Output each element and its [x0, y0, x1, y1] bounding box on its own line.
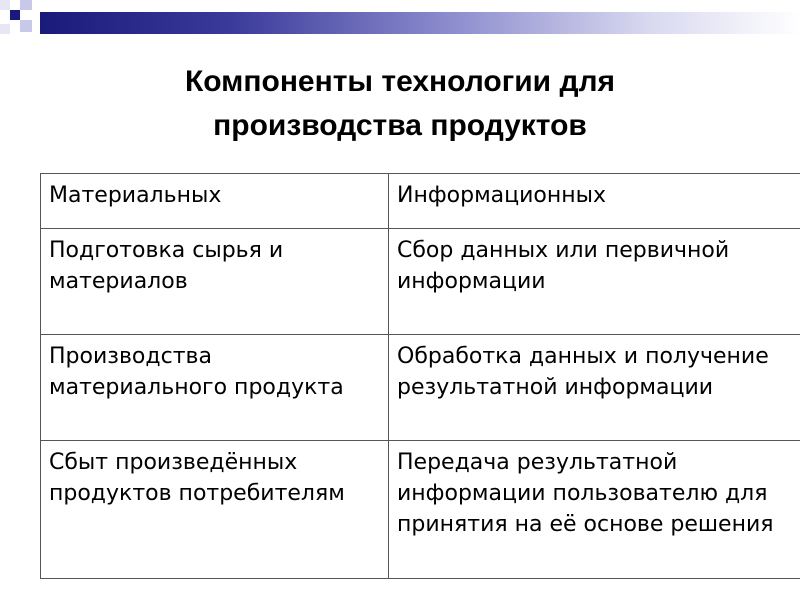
- decor-square: [20, 20, 32, 32]
- table-row: [41, 229, 800, 335]
- decor-square: [0, 24, 10, 34]
- table-row: [41, 441, 800, 579]
- table-cell: Сбор данных или первичной информации: [389, 229, 800, 335]
- header-cell-material: Материальных: [41, 174, 389, 229]
- table-cell: Передача результатной информации пользователю для принятия на её основе решения: [389, 441, 800, 579]
- components-table: [40, 173, 800, 579]
- decor-square: [10, 10, 20, 20]
- slide-title-line-2: производства продуктов: [213, 109, 587, 142]
- table-cell: Производства материального продукта: [41, 335, 389, 441]
- table-cell: Подготовка сырья и материалов: [41, 229, 389, 335]
- slide-title-line-1: Компоненты технологии для: [184, 65, 616, 98]
- table-row: [41, 335, 800, 441]
- decor-square: [0, 0, 10, 10]
- header-gradient-band: [40, 12, 800, 34]
- table-cell: Сбыт произведённых продуктов потребителям: [41, 441, 389, 579]
- header-cell-information: Информационных: [389, 174, 800, 229]
- slide-title: [40, 60, 760, 148]
- table-header-row: [41, 174, 800, 229]
- table-cell: Обработка данных и получение результатной информации: [389, 335, 800, 441]
- decor-square: [20, 0, 32, 10]
